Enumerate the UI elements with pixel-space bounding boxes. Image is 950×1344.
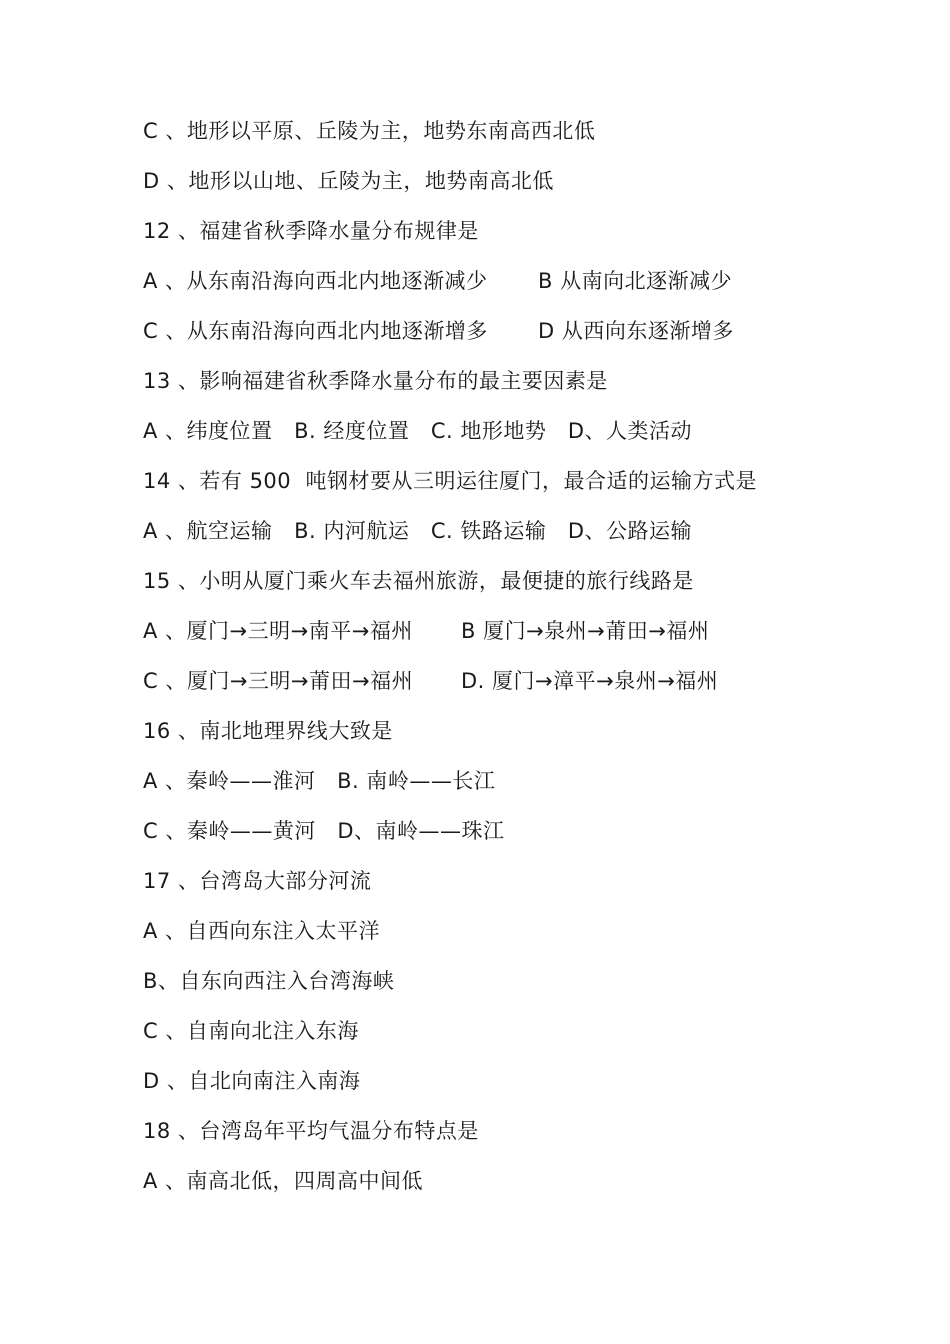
question-17: 17 、台湾岛大部分河流 (143, 869, 372, 893)
question-12: 12 、福建省秋季降水量分布规律是 (143, 219, 479, 243)
option-a: A 、从东南沿海向西北内地逐渐减少 (143, 269, 488, 293)
question-15: 15 、小明从厦门乘火车去福州旅游，最便捷的旅行线路是 (143, 569, 694, 593)
question-18: 18 、台湾岛年平均气温分布特点是 (143, 1119, 479, 1143)
options-14: A 、航空运输 B. 内河航运 C. 铁路运输 D、公路运输 (143, 519, 693, 543)
text-line: C 、地形以平原、丘陵为主，地势东南高西北低 (143, 119, 596, 143)
option-row (143, 256, 733, 306)
options-16-cd: C 、秦岭——黄河 D、南岭——珠江 (143, 819, 505, 843)
question-14: 14 、若有 500 吨钢材要从三明运往厦门，最合适的运输方式是 (143, 469, 758, 493)
option-b: B、自东向西注入台湾海峡 (143, 969, 395, 993)
question-16: 16 、南北地理界线大致是 (143, 719, 393, 743)
options-13: A 、纬度位置 B. 经度位置 C. 地形地势 D、人类活动 (143, 419, 693, 443)
option-a: A 、自西向东注入太平洋 (143, 919, 381, 943)
option-a: A 、南高北低，四周高中间低 (143, 1169, 424, 1193)
option-c: C 、自南向北注入东海 (143, 1019, 359, 1043)
option-d: D. 厦门→漳平→泉州→福州 (461, 669, 719, 693)
option-row (143, 656, 719, 706)
option-row (143, 306, 734, 356)
option-b: B 厦门→泉州→莆田→福州 (461, 619, 710, 643)
option-c: C 、厦门→三明→莆田→福州 (143, 669, 414, 693)
option-row (143, 606, 710, 656)
options-16-ab: A 、秦岭——淮河 B. 南岭——长江 (143, 769, 496, 793)
question-13: 13 、影响福建省秋季降水量分布的最主要因素是 (143, 369, 608, 393)
option-a: A 、厦门→三明→南平→福州 (143, 619, 413, 643)
option-d: D 从西向东逐渐增多 (538, 319, 734, 343)
text-line: D 、地形以山地、丘陵为主，地势南高北低 (143, 169, 554, 193)
option-b: B 从南向北逐渐减少 (538, 269, 733, 293)
option-c: C 、从东南沿海向西北内地逐渐增多 (143, 319, 488, 343)
option-d: D 、自北向南注入南海 (143, 1069, 361, 1093)
